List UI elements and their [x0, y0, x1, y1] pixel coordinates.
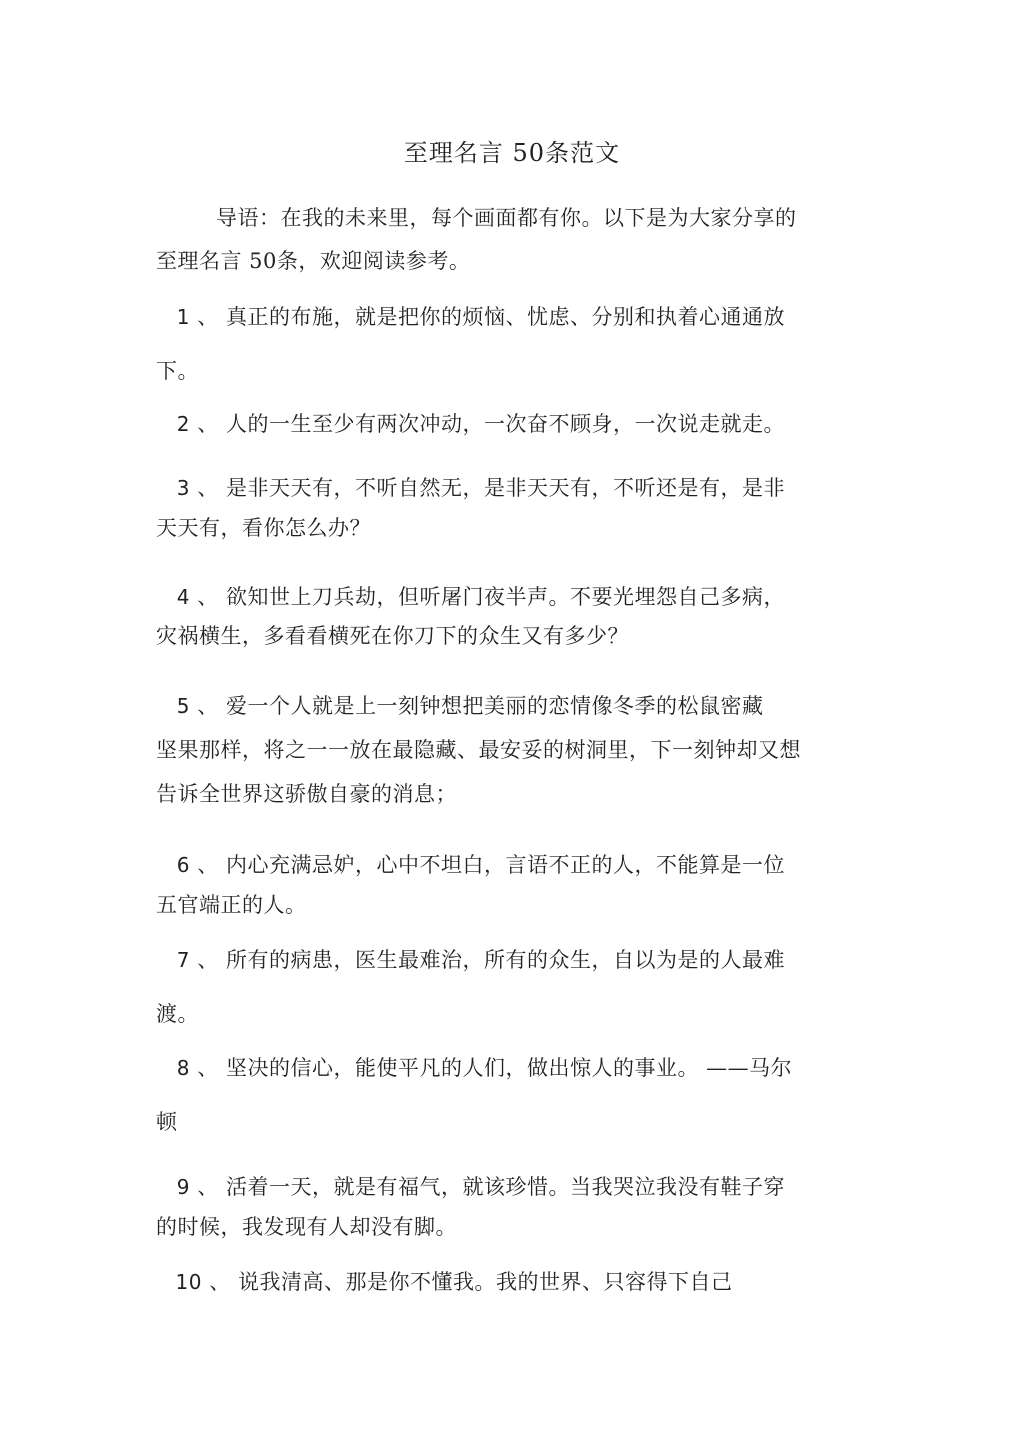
list-item-number: 10 [175, 1270, 202, 1294]
list-item-separator: 、 [209, 1270, 231, 1294]
list-item-2-first-line [160, 409, 785, 439]
list-item-4-continuation: 灾祸横生，多看看横死在你刀下的众生又有多少？ [156, 624, 629, 648]
list-item-text: 所有的病患，医生最难治，所有的众生，自以为是的人最难 [226, 948, 785, 972]
list-item-8-continuation: 顿 [156, 1110, 178, 1134]
list-item-separator: 、 [197, 476, 219, 500]
list-item-number: 5 [176, 694, 190, 718]
list-item-separator: 、 [197, 853, 219, 877]
list-item-7-first-line [160, 945, 785, 975]
list-item-10-first-line [172, 1267, 733, 1297]
list-item-number: 4 [176, 585, 190, 609]
list-item-text: 内心充满忌妒，心中不坦白，言语不正的人，不能算是一位 [226, 853, 785, 877]
list-item-separator: 、 [197, 412, 219, 436]
list-item-1-first-line [160, 302, 785, 332]
list-item-number: 7 [176, 948, 190, 972]
list-item-separator: 、 [197, 305, 219, 329]
list-item-text: 人的一生至少有两次冲动，一次奋不顾身，一次说走就走。 [226, 412, 785, 436]
list-item-6-first-line [160, 850, 785, 880]
list-item-number: 9 [176, 1175, 190, 1199]
list-item-text: 欲知世上刀兵劫，但听屠门夜半声。不要光埋怨自己多病， [226, 585, 785, 609]
list-item-1-continuation: 下。 [156, 359, 199, 383]
intro-line-1: 导语：在我的未来里，每个画面都有你。以下是为大家分享的 [216, 206, 797, 230]
list-item-4-first-line [160, 582, 785, 612]
list-item-separator: 、 [197, 694, 219, 718]
list-item-number: 2 [176, 412, 190, 436]
intro-line-2: 至理名言 50条，欢迎阅读参考。 [156, 249, 471, 273]
list-item-text: 坚决的信心，能使平凡的人们，做出惊人的事业。 ——马尔 [226, 1056, 793, 1080]
list-item-6-continuation: 五官端正的人。 [156, 893, 307, 917]
list-item-separator: 、 [197, 585, 219, 609]
list-item-number: 6 [176, 853, 190, 877]
list-item-separator: 、 [197, 1056, 219, 1080]
list-item-8-first-line [160, 1053, 792, 1083]
list-item-text: 真正的布施，就是把你的烦恼、忧虑、分别和执着心通通放 [226, 305, 785, 329]
list-item-9-continuation: 的时候，我发现有人却没有脚。 [156, 1215, 457, 1239]
list-item-number: 3 [176, 476, 190, 500]
page-title: 至理名言 50条范文 [403, 139, 621, 167]
list-item-separator: 、 [197, 1175, 219, 1199]
list-item-number: 8 [176, 1056, 190, 1080]
list-item-3-continuation: 天天有，看你怎么办？ [156, 516, 371, 540]
list-item-text: 活着一天，就是有福气，就该珍惜。当我哭泣我没有鞋子穿 [226, 1175, 785, 1199]
list-item-9-first-line [160, 1172, 785, 1202]
list-item-5-continuation-1: 坚果那样，将之一一放在最隐藏、最安妥的树洞里，下一刻钟却又想 [156, 738, 801, 762]
list-item-7-continuation: 渡。 [156, 1002, 199, 1026]
list-item-text: 是非天天有，不听自然无，是非天天有，不听还是有，是非 [226, 476, 785, 500]
list-item-5-first-line [160, 691, 764, 721]
list-item-text: 爱一个人就是上一刻钟想把美丽的恋情像冬季的松鼠密藏 [226, 694, 764, 718]
list-item-text: 说我清高、那是你不懂我。我的世界、只容得下自己 [238, 1270, 733, 1294]
list-item-3-first-line [160, 473, 785, 503]
list-item-separator: 、 [197, 948, 219, 972]
list-item-5-continuation-2: 告诉全世界这骄傲自豪的消息； [156, 782, 457, 806]
list-item-number: 1 [176, 305, 190, 329]
